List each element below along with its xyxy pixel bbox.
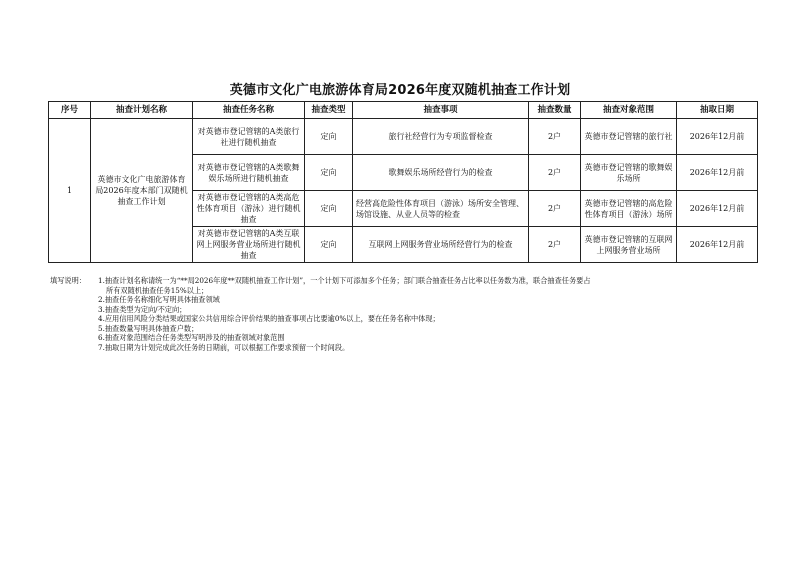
header-date: 抽取日期 (677, 102, 758, 119)
plan-table (48, 101, 758, 263)
cell-task: 对英德市登记管辖的A类旅行社进行随机抽查 (193, 119, 305, 155)
cell-scope: 英德市登记管辖的旅行社 (581, 119, 677, 155)
note-line-5: 5.抽查数量写明具体抽查户数； (98, 323, 199, 333)
cell-quantity: 2户 (529, 227, 581, 263)
table-row (49, 119, 758, 155)
cell-task: 对英德市登记管辖的A类歌舞娱乐场所进行随机抽查 (193, 155, 305, 191)
header-item: 抽查事项 (353, 102, 529, 119)
cell-quantity: 2户 (529, 191, 581, 227)
cell-item: 旅行社经营行为专项监督检查 (353, 119, 529, 155)
cell-date: 2026年12月前 (677, 227, 758, 263)
header-plan-name: 抽查计划名称 (91, 102, 193, 119)
note-line-3: 3.抽查类型为定向/不定向； (98, 304, 187, 314)
cell-quantity: 2户 (529, 119, 581, 155)
header-type: 抽查类型 (305, 102, 353, 119)
cell-date: 2026年12月前 (677, 191, 758, 227)
note-line-6: 6.抽查对象范围结合任务类型写明涉及的抽查领域对象范围 (98, 333, 285, 342)
note-line-2: 2.抽查任务名称细化写明具体抽查领域 (98, 295, 220, 304)
filling-notes (50, 276, 750, 352)
cell-item: 经营高危险性体育项目（游泳）场所安全管理、场馆设施、从业人员等的检查 (353, 191, 529, 227)
header-seq: 序号 (49, 102, 91, 119)
cell-scope: 英德市登记管辖的高危险性体育项目（游泳）场所 (581, 191, 677, 227)
page-title: 英德市文化广电旅游体育局2026年度双随机抽查工作计划 (229, 83, 571, 98)
cell-item: 歌舞娱乐场所经营行为的检查 (353, 155, 529, 191)
note-line-1-cont: 所有双随机抽查任务15%以上； (106, 285, 209, 295)
cell-type: 定向 (305, 191, 353, 227)
cell-date: 2026年12月前 (677, 119, 758, 155)
cell-type: 定向 (305, 119, 353, 155)
notes-label: 填写说明： (50, 276, 86, 285)
cell-plan-name: 英德市文化广电旅游体育局2026年度本部门双随机抽查工作计划 (91, 119, 193, 263)
cell-date: 2026年12月前 (677, 155, 758, 191)
cell-type: 定向 (305, 227, 353, 263)
cell-task: 对英德市登记管辖的A类互联网上网服务营业场所进行随机抽查 (193, 227, 305, 263)
header-task-name: 抽查任务名称 (193, 102, 305, 119)
note-line-1: 填写说明： 1.抽查计划名称请统一为“**局2026年度**双随机抽查工作计划”，一个计划下可添加多个任务；部门联合抽查任务占比率以任务数为准，联合抽查任务要占 (50, 276, 591, 285)
cell-task: 对英德市登记管辖的A类高危性体育项目（游泳）进行随机抽查 (193, 191, 305, 227)
cell-scope: 英德市登记管辖的互联网上网服务营业场所 (581, 227, 677, 263)
note-line-7: 7.抽取日期为计划完成此次任务的日期前，可以根据工作要求预留一个时间段。 (98, 342, 350, 352)
cell-quantity: 2户 (529, 155, 581, 191)
cell-seq: 1 (49, 119, 91, 263)
note-line-4: 4.应用信用风险分类结果或国家公共信用综合评价结果的抽查事项占比要逾0%以上，要在任务名称中体现； (98, 314, 440, 323)
header-scope: 抽查对象范围 (581, 102, 677, 119)
cell-type: 定向 (305, 155, 353, 191)
cell-item: 互联网上网服务营业场所经营行为的检查 (353, 227, 529, 263)
table-header-row (49, 102, 758, 119)
header-quantity: 抽查数量 (529, 102, 581, 119)
cell-scope: 英德市登记管辖的歌舞娱乐场所 (581, 155, 677, 191)
